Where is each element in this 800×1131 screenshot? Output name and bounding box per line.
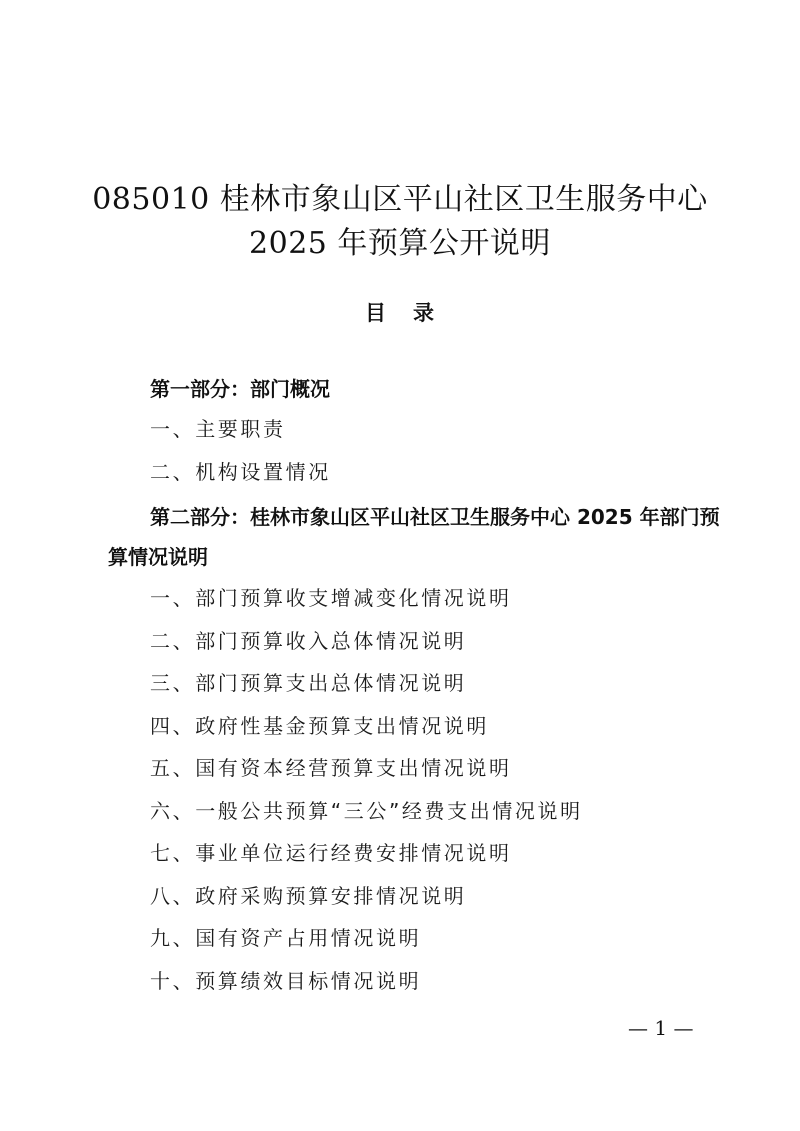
toc-item[interactable]: 五、国有资本经营预算支出情况说明 xyxy=(150,756,512,780)
toc-item[interactable]: 三、部门预算支出总体情况说明 xyxy=(150,671,467,695)
page-number: — 1 — xyxy=(628,1016,694,1040)
table-of-contents xyxy=(108,370,738,1002)
toc-item[interactable]: 七、事业单位运行经费安排情况说明 xyxy=(150,841,512,865)
toc-item[interactable]: 四、政府性基金预算支出情况说明 xyxy=(150,713,489,738)
toc-heading-left: 目 xyxy=(365,301,387,325)
title-line-2: 2025 年预算公开说明 xyxy=(249,226,551,261)
toc-item[interactable]: 八、政府采购预算安排情况说明 xyxy=(150,883,467,908)
toc-item[interactable]: 六、一般公共预算“三公”经费支出情况说明 xyxy=(150,798,583,823)
toc-item[interactable]: 一、主要职责 xyxy=(150,417,286,441)
toc-heading-right: 录 xyxy=(413,301,435,325)
toc-item[interactable]: 九、国有资产占用情况说明 xyxy=(150,926,422,950)
title-line-1: 085010 桂林市象山区平山社区卫生服务中心 xyxy=(92,182,708,217)
document-title xyxy=(0,178,800,266)
toc-item[interactable]: 二、机构设置情况 xyxy=(150,459,331,484)
toc-part-2-heading[interactable]: 第二部分：桂林市象山区平山社区卫生服务中心 2025 年部门预算情况说明 xyxy=(108,505,720,569)
toc-part-1-heading[interactable]: 第一部分：部门概况 xyxy=(150,377,330,401)
toc-item[interactable]: 十、预算绩效目标情况说明 xyxy=(150,968,422,993)
toc-heading xyxy=(0,298,800,328)
toc-item[interactable]: 二、部门预算收入总体情况说明 xyxy=(150,628,467,653)
toc-item[interactable]: 一、部门预算收支增减变化情况说明 xyxy=(150,586,512,610)
